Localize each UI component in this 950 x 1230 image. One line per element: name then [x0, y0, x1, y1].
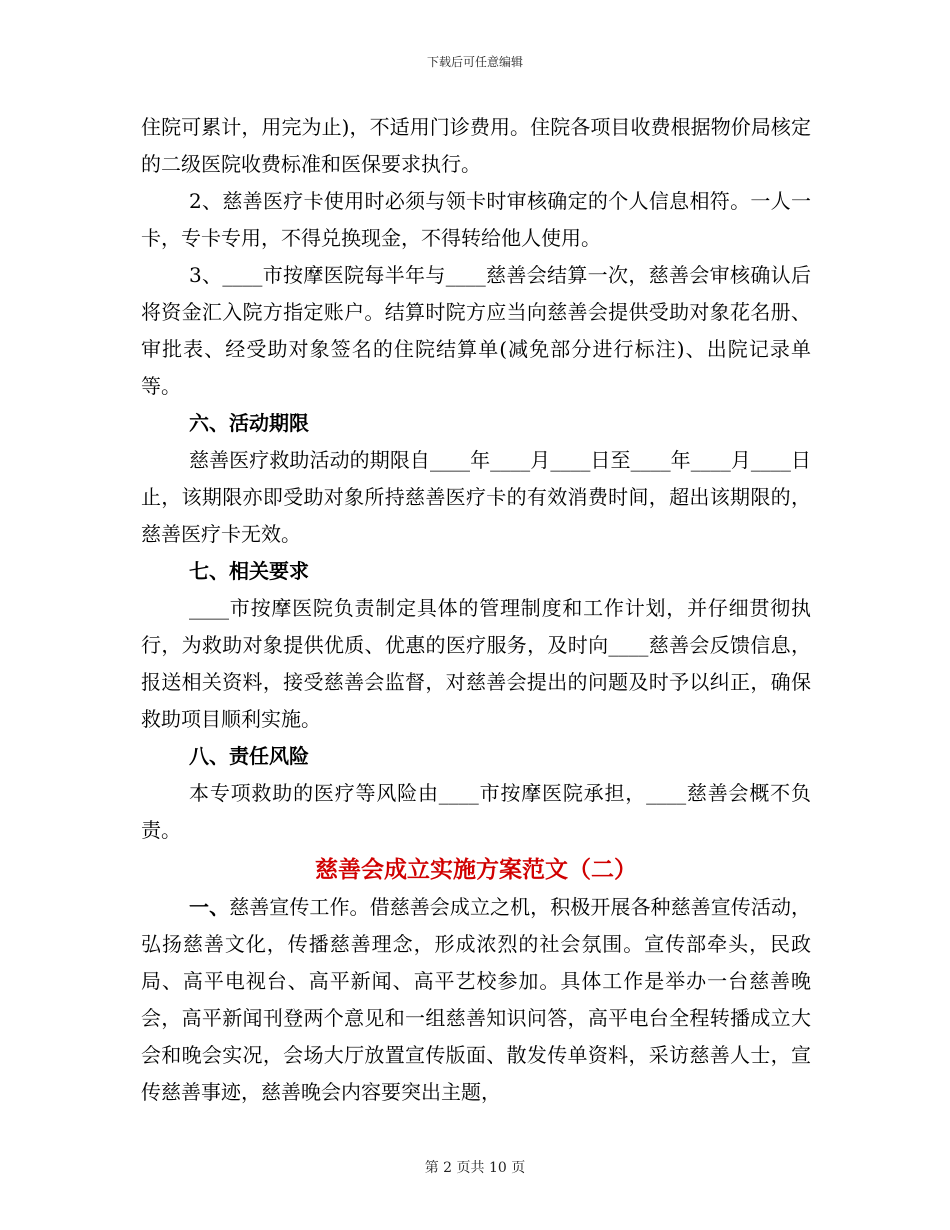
section-heading-8: 八、责任风险	[189, 744, 309, 768]
paragraph-section-7: ____市按摩医院负责制定具体的管理制度和工作计划，并仔细贯彻执行，为救助对象提供优质、优惠的医疗服务，及时向____慈善会反馈信息，报送相关资料，接受慈善会监督，对慈善会提出的问题及时予以纠正，确保救助项目顺利实施。	[141, 596, 811, 731]
paragraph-item-3: 3、____市按摩医院每半年与____慈善会结算一次，慈善会审核确认后将资金汇入院方指定账户。结算时院方应当向慈善会提供受助对象花名册、审批表、经受助对象签名的住院结算单(减免部分进行标注)、出院记录单等。	[141, 263, 811, 398]
page-header: 下载后可任意编辑	[426, 55, 523, 69]
document-title-part-2: 慈善会成立实施方案范文（二）	[315, 856, 637, 883]
section-heading-6: 六、活动期限	[189, 411, 309, 435]
paragraph-section-6: 慈善医疗救助活动的期限自____年____月____日至____年____月____日止，该期限亦即受助对象所持慈善医疗卡的有效消费时间，超出该期限的，慈善医疗卡无效。	[141, 448, 811, 546]
document-body	[141, 109, 811, 1111]
paragraph-item-2: 2、慈善医疗卡使用时必须与领卡时审核确定的个人信息相符。一人一卡，专卡专用，不得兑换现金，不得转给他人使用。	[141, 189, 811, 250]
item-text: 慈善宣传工作。借慈善会成立之机，积极开展各种慈善宣传活动，弘扬慈善文化，传播慈善理念，形成浓烈的社会氛围。宣传部牵头，民政局、高平电视台、高平新闻、高平艺校参加。具体工作是举办一台慈善晚会，高平新闻刊登两个意见和一组慈善知识问答，高平电台全程转播成立大会和晚会实况，会场大厅放置宣传版面、散发传单资料，采访慈善人士，宣传慈善事迹，慈善晚会内容要突出主题，	[141, 895, 812, 1104]
item-number: 一、	[189, 895, 230, 919]
paragraph-continuation: 住院可累计，用完为止)，不适用门诊费用。住院各项目收费根据物价局核定的二级医院收费标准和医保要求执行。	[141, 115, 811, 176]
paragraph-section-8: 本专项救助的医疗等风险由____市按摩医院承担，____慈善会概不负责。	[141, 781, 811, 842]
paragraph-part2-item-1	[141, 889, 811, 1111]
page-footer: 第 2 页共 10 页	[424, 1160, 526, 1176]
section-heading-7: 七、相关要求	[189, 559, 309, 583]
